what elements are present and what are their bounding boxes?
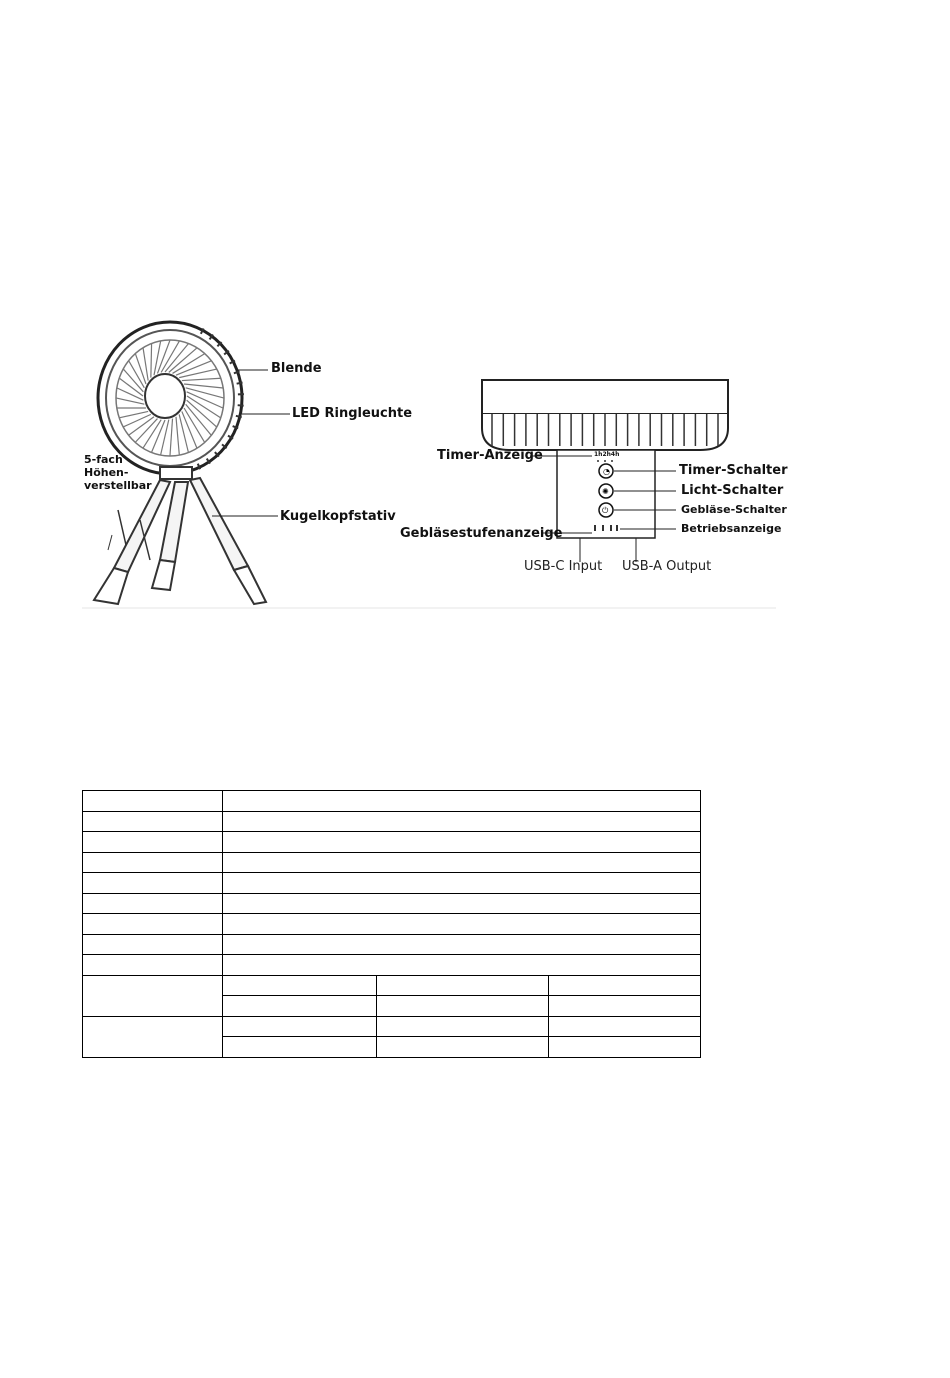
spec-row (83, 934, 701, 955)
spec-label-cell (83, 955, 223, 976)
label-power-indicator: Betriebsanzeige (681, 522, 782, 535)
spec-row (83, 832, 701, 853)
spec-label-cell (83, 832, 223, 853)
spec-group-label-cell (83, 1016, 223, 1057)
spec-split-cell (549, 975, 701, 996)
spec-row (83, 955, 701, 976)
spec-value-cell (223, 852, 701, 873)
spec-value-cell (223, 934, 701, 955)
spec-split-cell (377, 1037, 549, 1058)
spec-value-cell (223, 791, 701, 812)
spec-split-cell (223, 975, 377, 996)
spec-split-cell (223, 1016, 377, 1037)
spec-table (82, 790, 701, 1058)
spec-value-cell (223, 832, 701, 853)
spec-split-cell (223, 1037, 377, 1058)
spec-row (83, 791, 701, 812)
label-height-adjust-line-2: Höhen- (84, 466, 129, 479)
spec-row (83, 873, 701, 894)
spec-label-cell (83, 811, 223, 832)
spec-split-row (83, 1016, 701, 1037)
label-fan-level-display: Gebläsestufenanzeige (400, 526, 563, 541)
spec-label-cell (83, 914, 223, 935)
spec-split-cell (549, 1037, 701, 1058)
svg-text:✺: ✺ (602, 487, 609, 496)
spec-split-cell (377, 975, 549, 996)
spec-row (83, 811, 701, 832)
label-blende: Blende (271, 361, 322, 376)
spec-split-cell (377, 996, 549, 1017)
label-timer-switch: Timer-Schalter (679, 463, 788, 478)
label-timer-values: 1h2h4h (594, 451, 620, 458)
spec-row (83, 852, 701, 873)
svg-text:◔: ◔ (603, 467, 610, 476)
label-fan-switch: Gebläse-Schalter (681, 503, 787, 516)
spec-label-cell (83, 934, 223, 955)
spec-value-cell (223, 893, 701, 914)
spec-group-label-cell (83, 975, 223, 1016)
label-height-adjust-line-3: verstellbar (84, 479, 152, 492)
spec-label-cell (83, 791, 223, 812)
spec-table-body (83, 791, 701, 1058)
spec-split-row (83, 975, 701, 996)
spec-split-cell (549, 1016, 701, 1037)
product-figure (0, 0, 950, 620)
spec-split-cell (377, 1016, 549, 1037)
label-timer-display: Timer-Anzeige (437, 448, 543, 463)
label-tripod: Kugelkopfstativ (280, 509, 396, 524)
spec-value-cell (223, 811, 701, 832)
label-led-ring: LED Ringleuchte (292, 406, 413, 421)
spec-row (83, 914, 701, 935)
label-light-switch: Licht-Schalter (681, 483, 784, 498)
label-usb-a: USB-A Output (622, 559, 712, 574)
spec-label-cell (83, 893, 223, 914)
spec-row (83, 893, 701, 914)
spec-value-cell (223, 914, 701, 935)
fan-head (98, 322, 244, 474)
spec-label-cell (83, 873, 223, 894)
spec-value-cell (223, 955, 701, 976)
label-height-adjust (84, 453, 152, 492)
spec-label-cell (83, 852, 223, 873)
label-usb-c: USB-C Input (524, 559, 603, 574)
spec-split-cell (549, 996, 701, 1017)
label-height-adjust-line-1: 5-fach (84, 453, 123, 466)
svg-text:⏻: ⏻ (602, 506, 609, 515)
spec-value-cell (223, 873, 701, 894)
spec-split-cell (223, 996, 377, 1017)
